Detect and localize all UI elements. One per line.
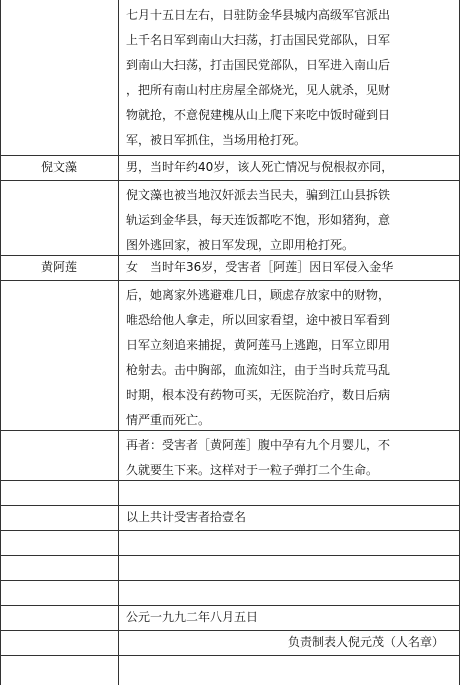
record-text-line: 上千名日军到南山大扫荡，打击国民党部队，日军 [126, 33, 391, 47]
record-text-line: 久就要生下来。这样对于一粒子弹打二个生命。 [126, 463, 379, 477]
row-separator [0, 180, 460, 181]
record-text-line: 唯恐给他人拿走，所以回家看望，途中被日军看到 [126, 313, 391, 327]
row-separator [0, 155, 460, 156]
column-divider [118, 0, 119, 685]
record-text-line: ，把所有南山村庄房屋全部烧光，见人就杀，见财 [126, 83, 391, 97]
record-text-line: 女 当时年36岁，受害者［阿莲］因日军侵入金华 [126, 260, 394, 274]
record-text-line: 轨运到金华县，每天连饭都吃不饱，形如猪狗，意 [126, 213, 391, 227]
record-text-line: 物就抢，不意倪建槐从山上爬下来吃中饭时碰到日 [126, 108, 391, 122]
row-separator [0, 630, 460, 631]
record-text-line: 负责制表人倪元茂（人名章） [288, 635, 445, 649]
record-text-line: 枪射去。击中胸部，血流如注，由于当时兵荒马乱 [126, 363, 391, 377]
record-text-line: 情严重而死亡。 [126, 413, 211, 427]
record-text-line: 后，她离家外逃避难几日，顾虑存放家中的财物， [126, 288, 391, 302]
row-separator [0, 655, 460, 656]
row-separator [0, 530, 460, 531]
record-text-line: 再者：受害者［黄阿莲］腹中孕有九个月婴儿，不 [126, 438, 391, 452]
row-separator [0, 280, 460, 281]
row-separator [0, 605, 460, 606]
record-text-line: 时期，根本没有药物可买，无医院治疗，数日后病 [126, 388, 391, 402]
record-text-line: 到南山大扫荡，打击国民党部队，日军进入南山后 [126, 58, 391, 72]
victim-name: 黄阿莲 [40, 260, 77, 274]
record-text-line: 军，被日军抓住，当场用枪打死。 [126, 133, 307, 147]
record-text-line: 男，当时年约40岁，该人死亡情况与倪根叔亦同， [126, 160, 394, 174]
record-text-line: 七月十五日左右，日驻防金华县城内高级军官派出 [126, 8, 391, 22]
row-separator [0, 255, 460, 256]
record-text-line: 图外逃回家，被日军发现，立即用枪打死。 [126, 238, 355, 252]
row-separator [0, 480, 460, 481]
record-text-line: 以上共计受害者拾壹名 [126, 510, 247, 524]
left-border [0, 0, 1, 685]
right-border [459, 0, 460, 685]
row-separator [0, 580, 460, 581]
record-text-line: 日军立刻追来捕捉，黄阿莲马上逃跑，日军立即用 [126, 338, 391, 352]
victim-name: 倪文藻 [40, 160, 77, 174]
row-separator [0, 505, 460, 506]
row-separator [0, 430, 460, 431]
row-separator [0, 555, 460, 556]
record-text-line: 倪文藻也被当地汉奸派去当民夫，骗到江山县拆铁 [126, 188, 391, 202]
record-text-line: 公元一九九二年八月五日 [126, 610, 259, 624]
